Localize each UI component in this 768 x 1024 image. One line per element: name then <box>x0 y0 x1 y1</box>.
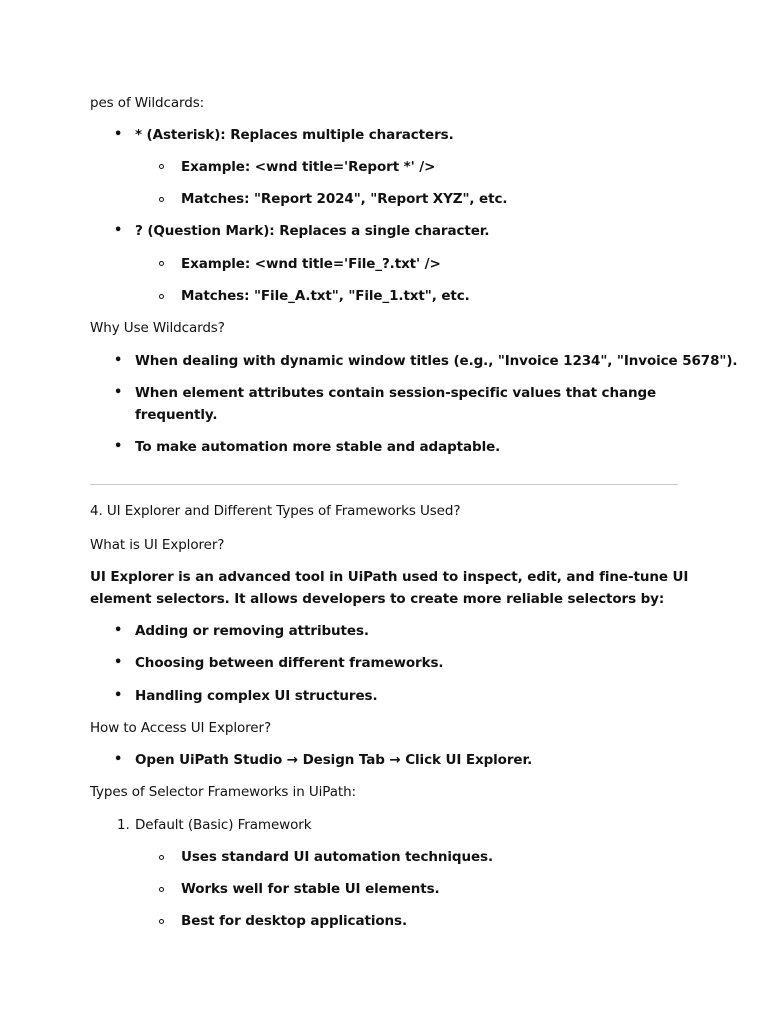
framework-point-2: Works well for stable UI elements. <box>181 881 440 897</box>
section-title: 4. UI Explorer and Different Types of Frameworks Used? <box>90 503 461 519</box>
why-item-2: When element attributes contain session-specific values that change <box>135 385 657 401</box>
access-item: Open UiPath Studio → Design Tab → Click UI Explorer. <box>135 752 533 768</box>
explorer-item-2: Choosing between different frameworks. <box>135 655 444 671</box>
framework-number: 1. <box>117 817 130 833</box>
horizontal-divider <box>90 484 678 485</box>
what-heading: What is UI Explorer? <box>90 537 225 553</box>
intro-line-2: element selectors. It allows developers to create more reliable selectors by: <box>90 591 665 607</box>
framework-point-1: Uses standard UI automation techniques. <box>181 849 494 865</box>
wildcards-heading: pes of Wildcards: <box>90 95 205 111</box>
bullet-dot: • <box>114 127 123 142</box>
sub-bullet-circle <box>159 887 164 892</box>
sub-bullet-circle <box>159 294 164 299</box>
question-example: Example: <wnd title='File_?.txt' /> <box>181 256 441 272</box>
sub-bullet-circle <box>159 261 164 266</box>
asterisk-example: Example: <wnd title='Report *' /> <box>181 159 436 175</box>
question-label: ? (Question Mark): Replaces a single character. <box>135 223 490 239</box>
bullet-dot: • <box>114 223 123 238</box>
why-item-3: To make automation more stable and adaptable. <box>135 439 501 455</box>
bullet-dot: • <box>114 655 123 670</box>
question-matches: Matches: "File_A.txt", "File_1.txt", etc. <box>181 288 470 304</box>
access-heading: How to Access UI Explorer? <box>90 720 272 736</box>
sub-bullet-circle <box>159 197 164 202</box>
bullet-dot: • <box>114 688 123 703</box>
why-item-1: When dealing with dynamic window titles (e.g., "Invoice 1234", "Invoice 5678"). <box>135 353 738 369</box>
sub-bullet-circle <box>159 855 164 860</box>
bullet-dot: • <box>114 623 123 638</box>
explorer-item-1: Adding or removing attributes. <box>135 623 369 639</box>
explorer-item-3: Handling complex UI structures. <box>135 688 378 704</box>
sub-bullet-circle <box>159 919 164 924</box>
bullet-dot: • <box>114 752 123 767</box>
types-heading: Types of Selector Frameworks in UiPath: <box>90 784 356 800</box>
asterisk-label: * (Asterisk): Replaces multiple characters. <box>135 127 454 143</box>
framework-title: Default (Basic) Framework <box>135 817 312 833</box>
asterisk-matches: Matches: "Report 2024", "Report XYZ", etc. <box>181 191 508 207</box>
bullet-dot: • <box>114 353 123 368</box>
why-item-2-cont: frequently. <box>135 407 218 423</box>
bullet-dot: • <box>114 439 123 454</box>
why-heading: Why Use Wildcards? <box>90 320 225 336</box>
framework-point-3: Best for desktop applications. <box>181 913 407 929</box>
bullet-dot: • <box>114 385 123 400</box>
sub-bullet-circle <box>159 164 164 169</box>
intro-line-1: UI Explorer is an advanced tool in UiPath used to inspect, edit, and fine-tune UI <box>90 569 689 585</box>
